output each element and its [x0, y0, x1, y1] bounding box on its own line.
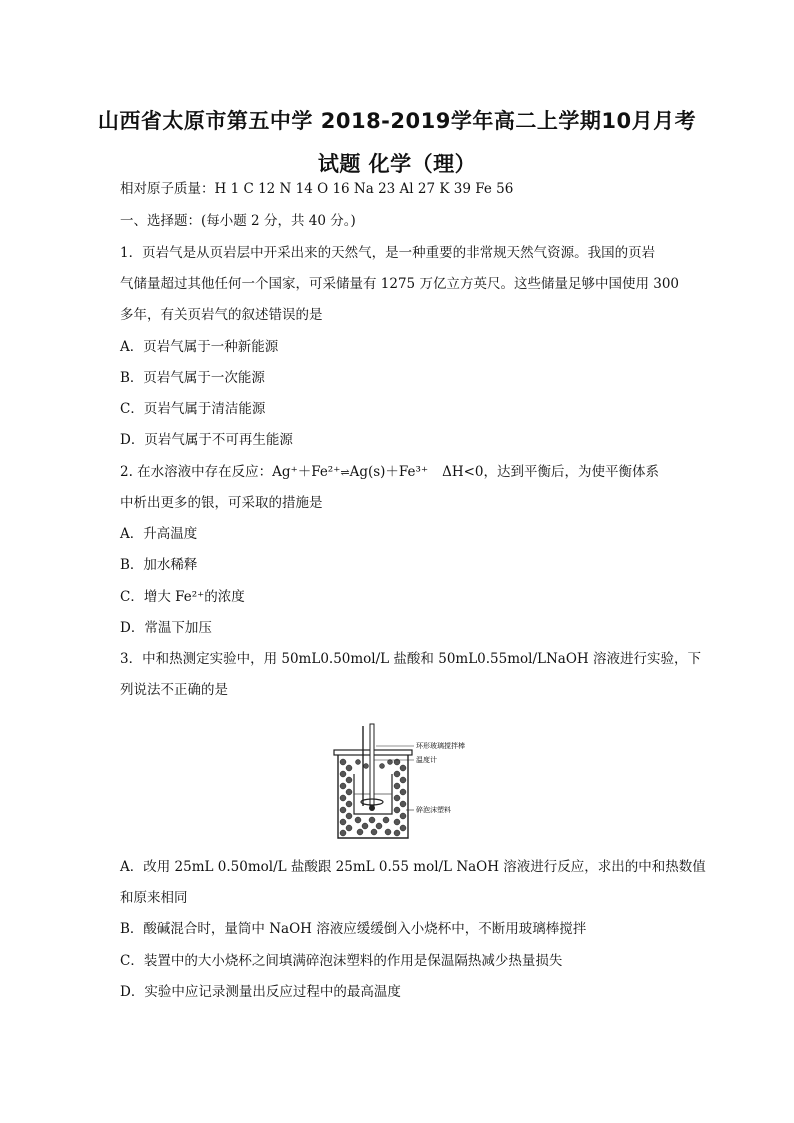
- q3-text-line2: 列说法不正确的是: [120, 682, 228, 698]
- q2-option-d: D．常温下加压: [120, 620, 212, 636]
- thermometer-bulb: [369, 805, 375, 811]
- exam-title-line2: 试题 化学（理）: [317, 152, 477, 176]
- label-stirrer: 环形玻璃搅拌棒: [416, 742, 465, 750]
- q3-option-d: D．实验中应记录测量出反应过程中的最高温度: [120, 984, 401, 1000]
- q3-text-line1: 3．中和热测定实验中，用 50mL0.50mol/L 盐酸和 50mL0.55mol/LNaOH 溶液进行实验，下: [120, 651, 701, 667]
- q2-option-c: C．增大 Fe²⁺的浓度: [120, 589, 245, 605]
- q2-option-b: B．加水稀释: [120, 557, 198, 573]
- q2-option-a: A．升高温度: [120, 526, 198, 542]
- q3-option-c: C．装置中的大小烧杯之间填满碎泡沫塑料的作用是保温隔热减少热量损失: [120, 953, 563, 969]
- label-foam: 碎泡沫塑料: [416, 806, 451, 814]
- q2-text-line1: [120, 463, 680, 482]
- q2-text-line2: 中析出更多的银，可采取的措施是: [120, 495, 323, 511]
- q3-option-a-line1: A．改用 25mL 0.50mol/L 盐酸跟 25mL 0.55 mol/L NaOH 溶液进行反应，求出的中和热数值: [120, 859, 706, 875]
- atomic-mass-info: 相对原子质量：H 1 C 12 N 14 O 16 Na 23 Al 27 K 39 Fe 56: [120, 181, 514, 197]
- q1-text-line1: 1．页岩气是从页岩层中开采出来的天然气，是一种重要的非常规天然气资源。我国的页岩: [120, 245, 656, 261]
- q1-text-line2: 气储量超过其他任何一个国家，可采储量有 1275 万亿立方英尺。这些储量足够中国使用 300: [120, 276, 679, 292]
- q3-option-a-line2: 和原来相同: [120, 890, 188, 906]
- q2-reaction-right: Ag(s)＋Fe³⁺: [349, 464, 429, 480]
- q1-option-c: C．页岩气属于清洁能源: [120, 401, 266, 417]
- thermometer: [370, 724, 374, 806]
- q3-option-b: B．酸碱混合时，量筒中 NaOH 溶液应缓缓倒入小烧杯中，不断用玻璃棒搅拌: [120, 921, 587, 937]
- q1-option-d: D．页岩气属于不可再生能源: [120, 432, 293, 448]
- q1-option-b: B．页岩气属于一次能源: [120, 370, 265, 386]
- q1-option-a: A．页岩气属于一种新能源: [120, 339, 279, 355]
- calorimeter-diagram: [330, 722, 490, 842]
- section-heading: 一、选择题：(每小题 2 分，共 40 分。): [120, 213, 356, 229]
- q2-condition: ΔH<0，达到平衡后，为使平衡体系: [442, 464, 660, 480]
- q1-text-line3: 多年，有关页岩气的叙述错误的是: [120, 307, 323, 323]
- q2-prefix: 2. 在水溶液中存在反应：: [120, 464, 273, 480]
- label-thermometer: 温度计: [416, 756, 437, 764]
- equilibrium-arrow: ⇌: [340, 466, 350, 479]
- exam-title-line1: 山西省太原市第五中学 2018-2019学年高二上学期10月月考: [97, 109, 697, 133]
- q2-reaction-left: Ag⁺＋Fe²⁺: [272, 464, 341, 480]
